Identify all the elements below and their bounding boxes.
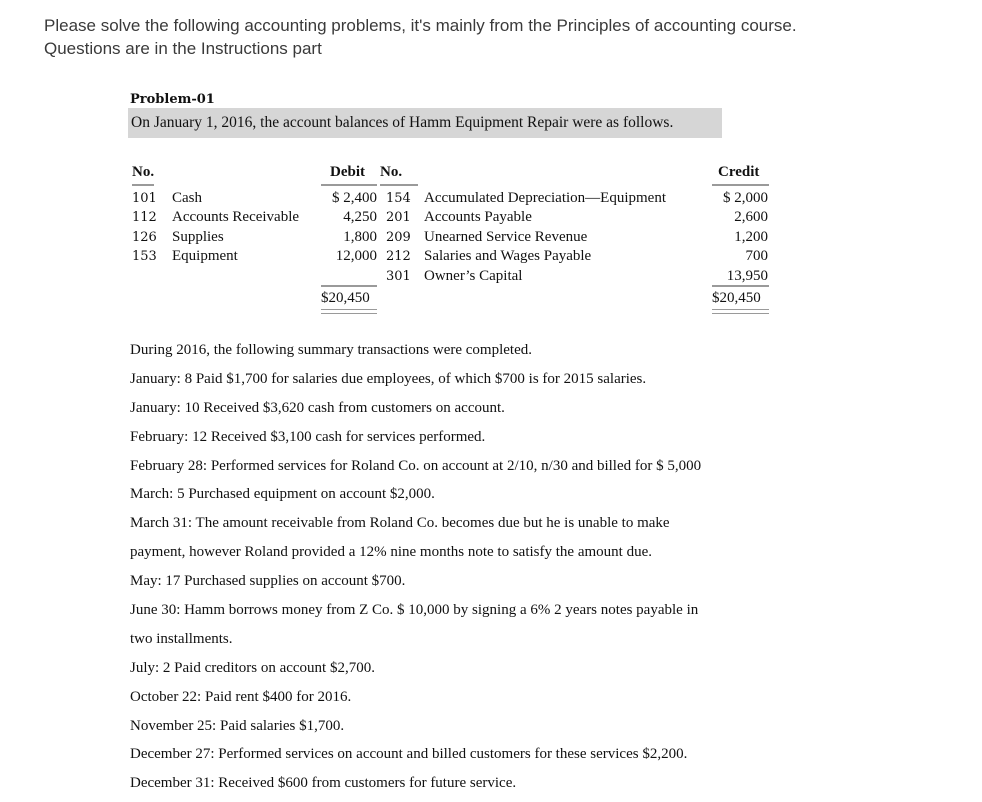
credit-account-numbers	[386, 189, 411, 286]
intro-line-2: Questions are in the Instructions part	[44, 39, 322, 58]
transaction-line: March: 5 Purchased equipment on account $2,000.	[130, 486, 435, 503]
debit-account-no: 112	[132, 210, 157, 226]
header-no-left: No.	[132, 164, 155, 180]
rule-no-right	[380, 184, 418, 186]
transaction-line: January: 8 Paid $1,700 for salaries due employees, of which $700 is for 2015 salaries.	[130, 370, 647, 387]
transaction-line: May: 17 Purchased supplies on account $700.	[130, 573, 406, 590]
credit-account-name: Accounts Payable	[424, 209, 532, 226]
transaction-line: October 22: Paid rent $400 for 2016.	[130, 688, 352, 705]
debit-account-names	[172, 189, 299, 267]
credit-amount: 700	[745, 248, 768, 265]
credit-amount: 1,200	[734, 228, 768, 245]
credit-account-no: 154	[386, 191, 411, 206]
credit-double-underline	[712, 309, 769, 314]
transactions-list	[130, 340, 850, 802]
credit-amount: 13,950	[726, 267, 768, 284]
debit-total-rule	[321, 285, 377, 287]
debit-account-numbers	[132, 189, 157, 267]
transaction-line: During 2016, the following summary transactions were completed.	[130, 342, 532, 358]
debit-account-name: Equipment	[172, 248, 238, 265]
transaction-line: December 27: Performed services on account and billed customers for these services $2,200.	[130, 746, 688, 763]
debit-account-no: 101	[132, 191, 157, 206]
debit-amount: 12,000	[335, 248, 377, 265]
header-credit: Credit	[718, 164, 760, 180]
credit-account-no: 201	[386, 210, 411, 226]
header-no-right: No.	[380, 164, 403, 180]
transaction-line: two installments.	[130, 630, 233, 647]
credit-total: $20,450	[712, 290, 761, 306]
debit-amounts	[312, 189, 377, 267]
transaction-line: June 30: Hamm borrows money from Z Co. $ 10,000 by signing a 6% 2 years notes payable in	[130, 602, 699, 619]
rule-no-left	[132, 184, 154, 186]
transaction-line: March 31: The amount receivable from Roland Co. becomes due but he is unable to make	[130, 515, 670, 532]
rule-debit	[321, 184, 377, 186]
transaction-line: February: 12 Received $3,100 cash for services performed.	[130, 428, 486, 445]
transaction-line: January: 10 Received $3,620 cash from customers on account.	[130, 399, 505, 416]
debit-account-no: 153	[132, 249, 157, 265]
trial-balance-table	[132, 164, 772, 314]
debit-account-name: Accounts Receivable	[172, 209, 300, 226]
credit-amount: $ 2,000	[723, 190, 768, 206]
transaction-line: payment, however Roland provided a 12% nine months note to satisfy the amount due.	[130, 544, 652, 561]
credit-amounts	[702, 189, 768, 286]
problem-heading: On January 1, 2016, the account balances of Hamm Equipment Repair were as follows.	[128, 108, 722, 138]
debit-account-name: Cash	[172, 190, 202, 206]
debit-amount: $ 2,400	[332, 190, 377, 206]
debit-account-no: 126	[132, 229, 157, 245]
credit-amount: 2,600	[734, 209, 768, 226]
debit-amount: 1,800	[343, 228, 377, 245]
debit-double-underline	[321, 309, 377, 314]
credit-account-no: 212	[386, 249, 411, 265]
credit-account-name: Owner’s Capital	[424, 267, 523, 284]
problem-title: Problem-01	[130, 92, 215, 107]
credit-account-name: Salaries and Wages Payable	[424, 248, 592, 265]
rule-credit	[712, 184, 769, 186]
debit-amount: 4,250	[343, 209, 377, 226]
transaction-line: November 25: Paid salaries $1,700.	[130, 717, 345, 734]
credit-account-name: Accumulated Depreciation—Equipment	[424, 190, 666, 206]
credit-account-no: 301	[386, 268, 411, 284]
header-debit: Debit	[330, 164, 365, 180]
credit-account-no: 209	[386, 229, 411, 245]
debit-total: $20,450	[321, 290, 370, 306]
credit-total-rule	[712, 285, 769, 287]
debit-account-name: Supplies	[172, 228, 224, 245]
intro-line-1: Please solve the following accounting problems, it's mainly from the Principles of accounting course.	[44, 16, 797, 35]
intro-text	[44, 14, 964, 60]
credit-account-names	[424, 189, 666, 286]
credit-account-name: Unearned Service Revenue	[424, 228, 588, 245]
transaction-line: February 28: Performed services for Roland Co. on account at 2/10, n/30 and billed for $ 5,000	[130, 457, 702, 474]
transaction-line: December 31: Received $600 from customers for future service.	[130, 775, 517, 792]
transaction-line: July: 2 Paid creditors on account $2,700.	[130, 659, 375, 676]
